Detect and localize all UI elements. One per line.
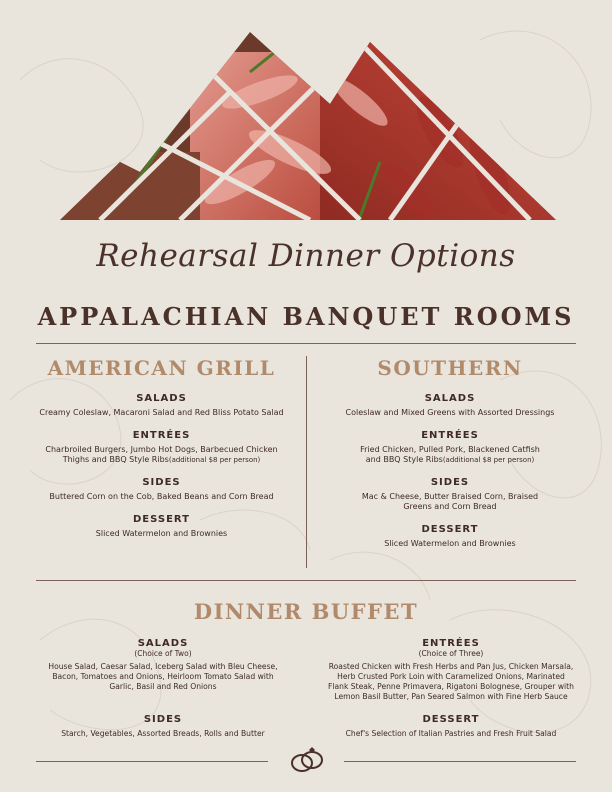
buffet-salads-line: Bacon, Tomatoes and Onions, Heirloom Tomato Salad with [52, 672, 274, 681]
southern-title: SOUTHERN [377, 356, 523, 380]
southern-dessert-label: DESSERT [421, 524, 479, 535]
buffet-entrees-line: Herb Crusted Pork Loin with Caramelized Onions, Marinated [337, 672, 565, 681]
buffet-title-wrap [0, 599, 612, 624]
southern-entrees-note: (additional $8 per person) [442, 456, 535, 464]
southern-sides-label: SIDES [430, 477, 470, 488]
southern-salads-text: Coleslaw and Mixed Greens with Assorted Dressings [345, 408, 555, 417]
buffet-salads-line: House Salad, Caesar Salad, Iceberg Salad with Bleu Cheese, [48, 662, 278, 671]
southern-dessert-text: Sliced Watermelon and Brownies [384, 539, 516, 548]
footer-rule-left [36, 761, 268, 762]
southern-sides-line: Greens and Corn Bread [403, 502, 497, 511]
southern-entrees-label: ENTRÉES [421, 430, 479, 441]
header-divider [36, 343, 576, 344]
southern-column [310, 356, 590, 549]
buffet-salads-note: (Choice of Two) [134, 649, 192, 658]
southern-entrees-line2: and BBQ Style Ribs [365, 455, 443, 464]
buffet-left-column [24, 638, 302, 739]
column-divider [306, 356, 307, 568]
buffet-right-column [306, 638, 596, 739]
buffet-divider [36, 580, 576, 581]
southern-sides-line: Mac & Cheese, Butter Braised Corn, Braised [361, 492, 539, 501]
american-entrees-line: Charbroiled Burgers, Jumbo Hot Dogs, Barbecued Chicken [45, 445, 278, 454]
american-entrees-note: (additional $8 per person) [168, 456, 261, 464]
southern-entrees-line [310, 455, 590, 465]
venue-title: APPALACHIAN BANQUET ROOMS [37, 302, 575, 331]
buffet-sides-text: Starch, Vegetables, Assorted Breads, Rolls and Butter [61, 729, 265, 738]
american-grill-column [20, 356, 303, 539]
hero-food-image [60, 32, 556, 220]
footer-rule-right [344, 761, 576, 762]
southern-entrees-line: Fried Chicken, Pulled Pork, Blackened Catfish [360, 445, 540, 454]
buffet-salads-label: SALADS [137, 638, 189, 649]
buffet-entrees-label: ENTRÉES [422, 638, 480, 649]
buffet-entrees-line: Roasted Chicken with Fresh Herbs and Pan Jus, Chicken Marsala, [328, 662, 574, 671]
american-sides-label: SIDES [142, 477, 181, 488]
american-dessert-label: DESSERT [133, 514, 190, 525]
buffet-dessert-text: Chef's Selection of Italian Pastries and Fresh Fruit Salad [345, 729, 557, 738]
american-entrees-line2: Thighs and BBQ Style Ribs [62, 455, 169, 464]
buffet-sides-label: SIDES [143, 714, 183, 725]
american-entrees-text [20, 445, 303, 465]
buffet-entrees-line: Flank Steak, Penne Primavera, Rigatoni Bolognese, Grouper with [328, 682, 574, 691]
wedding-rings-icon [287, 746, 327, 776]
southern-sides-text [310, 492, 590, 512]
buffet-entrees-text [306, 662, 596, 702]
american-salads-text: Creamy Coleslaw, Macaroni Salad and Red Bliss Potato Salad [39, 408, 284, 417]
american-salads-label: SALADS [136, 393, 187, 404]
southern-salads-label: SALADS [424, 393, 476, 404]
buffet-salads-line: Garlic, Basil and Red Onions [109, 682, 217, 691]
buffet-salads-text [24, 662, 302, 692]
southern-entrees-text [310, 445, 590, 465]
american-grill-title: AMERICAN GRILL [47, 356, 276, 380]
script-title: Rehearsal Dinner Options [96, 238, 516, 274]
american-entrees-label: ENTRÉES [132, 430, 191, 441]
buffet-dessert-label: DESSERT [422, 714, 480, 725]
american-entrees-line [20, 455, 303, 465]
buffet-entrees-line: Lemon Basil Butter, Pan Seared Salmon with Fine Herb Sauce [334, 692, 568, 701]
buffet-entrees-note: (Choice of Three) [418, 649, 484, 658]
buffet-title: DINNER BUFFET [193, 599, 419, 624]
american-dessert-text: Sliced Watermelon and Brownies [95, 529, 228, 538]
american-sides-text: Buttered Corn on the Cob, Baked Beans and Corn Bread [49, 492, 274, 501]
